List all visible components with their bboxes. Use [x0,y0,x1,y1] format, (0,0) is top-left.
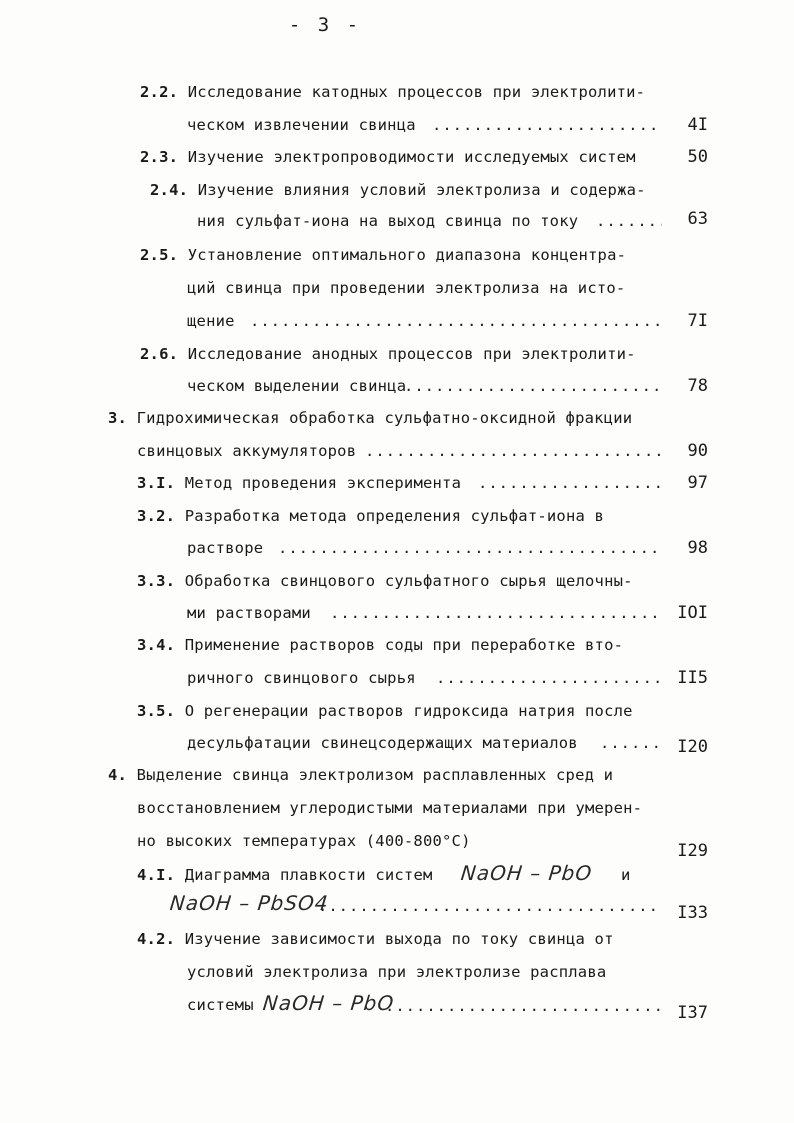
toc-page-number: I20 [677,737,708,757]
toc-page-number: 50 [687,147,708,167]
toc-line [170,888,329,918]
toc-line: 2.2. Исследование катодных процессов при электролити- [140,83,646,101]
leader-dots [385,991,662,1021]
toc-line: щение [187,312,235,330]
leader-dots [600,728,662,758]
handwritten-formula: NaOH – PbSO4 [168,891,330,915]
leader-dots [478,468,662,498]
leader-dots [250,306,662,336]
toc-line: 2.3. Изучение электропроводимости исследуемых систем [140,148,636,166]
toc-line: условий электролиза при электролизе расплава [187,963,607,981]
leader-dots [278,533,662,563]
toc-page-number: IOI [677,603,708,623]
toc-page-number: II5 [677,668,708,688]
toc-page-number: 90 [687,441,708,461]
leader-dots [596,206,662,236]
leader-dots [404,371,662,401]
leader-dots [436,663,662,693]
leader-dots [365,436,662,466]
toc-line: 2.4. Изучение влияния условий электролиза и содержа- [150,181,646,199]
toc-page-number: I33 [677,903,708,923]
toc-line: свинцовых аккумуляторов [137,442,357,460]
toc-page-number: 78 [687,376,708,396]
toc-line: ричного свинцового сырья [187,669,416,687]
toc-line: 3. Гидрохимическая обработка сульфатно-оксидной фракции [108,409,633,427]
toc-line: 4. Выделение свинца электролизом расплавленных сред и [108,766,614,784]
toc-line: ческом извлечении свинца [187,116,416,134]
toc-line: 3.3. Обработка свинцового сульфатного сырья щелочны- [137,572,633,590]
leader-dots [432,110,662,140]
handwritten-formula: NaOH – PbO [459,861,594,885]
toc-line: системы NaOH – PbO [187,988,395,1018]
toc-line: но высоких температурах (400-800°С) [137,832,471,850]
toc-page-number: 98 [687,538,708,558]
toc-line: 2.5. Установление оптимального диапазона концентра- [140,246,627,264]
handwritten-formula: NaOH – PbO [262,991,396,1015]
toc-page-number: I29 [677,841,708,861]
toc-line: ческом выделении свинца [187,377,407,395]
toc-line: 4.2. Изучение зависимости выхода по току свинца от [137,930,614,948]
toc-page-number: 97 [687,473,708,493]
toc-line: 3.2. Разработка метода определения сульфат-иона в [137,507,605,525]
toc-page-number: 4I [687,115,708,135]
page-number: - 3 - [288,14,362,36]
toc-line: 3.I. Метод проведения эксперимента [137,474,462,492]
toc-line: ния сульфат-иона на выход свинца по току [197,212,579,230]
leader-dots [330,598,662,628]
toc-line: 3.4. Применение растворов соды при переработке вто- [137,636,624,654]
toc-page-number: 7I [687,311,708,331]
toc-line: 3.5. О регенерации растворов гидроксида натрия после [137,702,633,720]
toc-line: ций свинца при проведении электролиза на исто- [187,279,626,297]
toc-line: 2.6. Исследование анодных процессов при электролити- [140,345,636,363]
toc-line: десульфатации свинецсодержащих материалов [187,734,578,752]
toc-page-number: 63 [687,209,708,229]
toc-page-number: I37 [677,1003,708,1023]
leader-dots [318,891,662,921]
toc-line: 4.I. Диаграмма плавкости систем NaOH – PbO и [137,858,631,888]
toc-line: ми растворами [187,604,311,622]
toc-line: восстановлением углеродистыми материалами при умерен- [137,799,643,817]
toc-line: растворе [187,539,264,557]
